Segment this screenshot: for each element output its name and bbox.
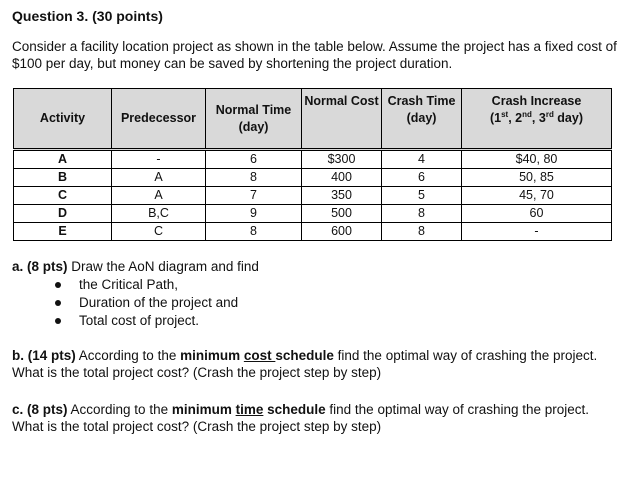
cell-predecessor: - [112,150,206,169]
activity-table [13,88,612,241]
table-row [14,169,612,187]
part-b-prompt: b. (14 pts) According to the minimum cost schedule find the optimal way of crashing the project. What is the total project cost? (Crash the project step by step) [12,348,598,380]
cell-normal-cost: 500 [302,205,382,223]
cell-crash-time: 6 [382,169,462,187]
cell-normal-time: 8 [206,169,302,187]
cell-activity: A [14,150,112,169]
bullet-icon [55,318,61,324]
part-a-label: a. (8 pts) [12,259,68,274]
cell-normal-time: 8 [206,223,302,241]
cell-crash-increase: 45, 70 [462,187,612,205]
cell-normal-cost: 400 [302,169,382,187]
cell-predecessor: C [112,223,206,241]
cell-crash-increase: 60 [462,205,612,223]
bullet-icon [55,282,61,288]
part-a-bullet-list [55,276,238,330]
part-c-prompt: c. (8 pts) According to the minimum time schedule find the optimal way of crashing the project. What is the total project cost? (Crash the project step by step) [12,402,590,434]
header-crash-increase-line1: Crash Increase [491,94,582,108]
part-a-prompt [12,258,617,275]
cell-normal-cost: 600 [302,223,382,241]
cell-activity: B [14,169,112,187]
cell-crash-increase: $40, 80 [462,150,612,169]
cell-normal-cost: 350 [302,187,382,205]
table-header-row [14,89,612,150]
cell-normal-time: 7 [206,187,302,205]
cell-crash-time: 5 [382,187,462,205]
part-b-label: b. (14 pts) [12,348,76,363]
header-crash-time: Crash Time (day) [382,89,462,150]
question-intro: Consider a facility location project as shown in the table below. Assume the project has a fixed cost of $100 per day, but money can be saved by shortening the project duration. [12,39,617,71]
cell-normal-time: 9 [206,205,302,223]
header-crash-increase [462,89,612,150]
cell-predecessor: B,C [112,205,206,223]
cell-crash-time: 4 [382,150,462,169]
part-c-label: c. (8 pts) [12,402,68,417]
emphasis-cost: cost [243,348,276,363]
cell-crash-increase: - [462,223,612,241]
header-predecessor: Predecessor [112,89,206,150]
table-row [14,150,612,169]
cell-predecessor: A [112,169,206,187]
table-row [14,187,612,205]
header-normal-cost: Normal Cost [302,89,382,150]
cell-predecessor: A [112,187,206,205]
cell-activity: C [14,187,112,205]
cell-crash-time: 8 [382,205,462,223]
bullet-icon [55,300,61,306]
cell-crash-time: 8 [382,223,462,241]
cell-activity: D [14,205,112,223]
cell-crash-increase: 50, 85 [462,169,612,187]
question-title: Question 3. (30 points) [12,8,163,24]
cell-normal-cost: $300 [302,150,382,169]
list-item: Duration of the project and [55,294,238,312]
header-normal-time: Normal Time (day) [206,89,302,150]
cell-activity: E [14,223,112,241]
table-row [14,223,612,241]
header-crash-increase-line2: (1st, 2nd, 3rd day) [489,109,584,125]
list-item: Total cost of project. [55,312,238,330]
list-item: the Critical Path, [55,276,238,294]
header-activity: Activity [14,89,112,150]
part-a-text: Draw the AoN diagram and find [67,259,259,274]
emphasis-time: time [235,402,264,417]
table-row [14,205,612,223]
cell-normal-time: 6 [206,150,302,169]
